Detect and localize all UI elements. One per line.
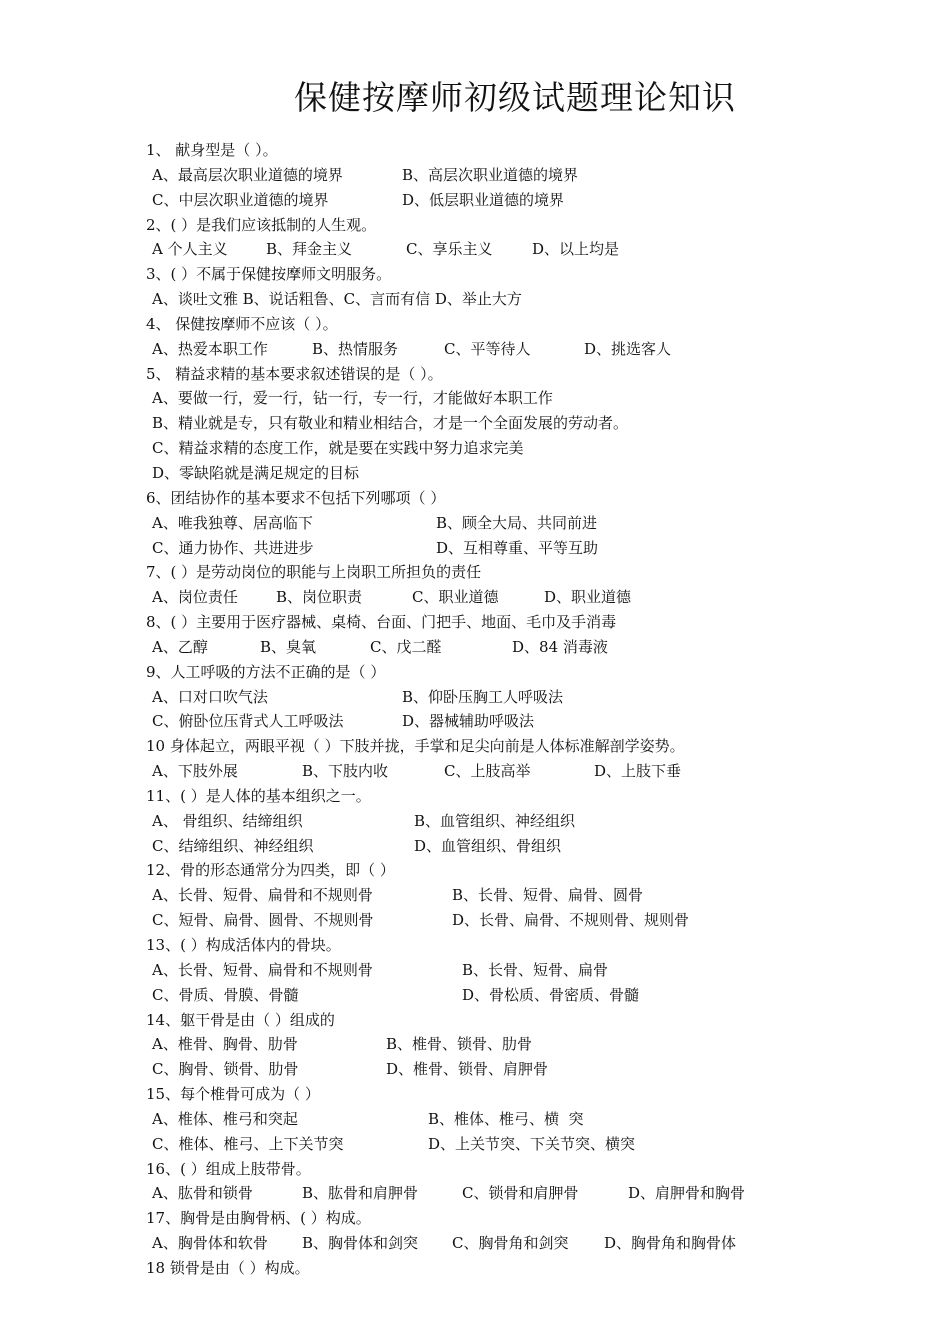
- answer-options-row: [146, 337, 936, 362]
- answer-options-row: [146, 1181, 936, 1206]
- answer-options-row: [146, 958, 936, 983]
- question-stem: 8、( ）主要用于医疗器械、桌椅、台面、门把手、地面、毛巾及手消毒: [146, 613, 617, 632]
- answer-option: B、胸骨体和剑突: [302, 1234, 419, 1253]
- answer-option: A、胸骨体和软骨: [152, 1234, 268, 1253]
- answer-option: D、低层职业道德的境界: [402, 190, 565, 209]
- answer-options-row: [146, 237, 936, 262]
- answer-option: C、享乐主义: [406, 240, 493, 259]
- answer-option: C、锁骨和肩胛骨: [462, 1184, 579, 1203]
- question-stem: 5、 精益求精的基本要求叙述错误的是（ ）。: [146, 364, 443, 383]
- answer-option: B、下肢内收: [302, 762, 389, 781]
- answer-option: A、最高层次职业道德的境界: [152, 165, 343, 184]
- question-stem: 2、( ）是我们应该抵制的人生观。: [146, 215, 377, 234]
- answer-options-row: [146, 188, 936, 213]
- answer-options-row: [146, 287, 936, 312]
- answer-option: D、84 消毒液: [512, 637, 608, 656]
- answer-option: B、顾全大局、共同前进: [436, 513, 598, 532]
- answer-option: B、精业就是专，只有敬业和精业相结合，才是一个全面发展的劳动者。: [152, 414, 629, 433]
- answer-option: A、椎体、椎弓和突起: [152, 1109, 298, 1128]
- answer-option: D、肩胛骨和胸骨: [628, 1184, 746, 1203]
- answer-options-row: [146, 386, 936, 411]
- answer-options-row: [146, 1032, 936, 1057]
- answer-option: C、通力协作、共进进步: [152, 538, 314, 557]
- answer-options-row: [146, 163, 936, 188]
- question-stem: 3、( ）不属于保健按摩师文明服务。: [146, 265, 392, 284]
- answer-option: B、热情服务: [312, 339, 399, 358]
- answer-option: D、器械辅助呼吸法: [402, 712, 535, 731]
- answer-option: A、要做一行，爱一行，钻一行，专一行，才能做好本职工作: [152, 389, 553, 408]
- answer-option: C、上肢高举: [444, 762, 531, 781]
- question-stem: 11、( ）是人体的基本组织之一。: [146, 786, 371, 805]
- answer-option: C、胸骨、锁骨、肋骨: [152, 1060, 299, 1079]
- answer-option: A、口对口吹气法: [152, 687, 268, 706]
- answer-option: D、职业道德: [544, 588, 632, 607]
- answer-option: D、上关节突、下关节突、横突: [428, 1134, 636, 1153]
- question-stem: 12、骨的形态通常分为四类，即（ ）: [146, 861, 395, 880]
- answer-option: C、戊二醛: [370, 637, 442, 656]
- answer-option: A 个人主义: [152, 240, 228, 259]
- answer-options-row: [146, 1231, 936, 1256]
- answer-option: C、精益求精的态度工作，就是要在实践中努力追求完美: [152, 439, 524, 458]
- answer-option: C、俯卧位压背式人工呼吸法: [152, 712, 344, 731]
- answer-option: B、臭氧: [260, 637, 317, 656]
- answer-option: A、唯我独尊、居高临下: [152, 513, 313, 532]
- question-stem: 16、( ）组成上肢带骨。: [146, 1159, 311, 1178]
- answer-options-row: [146, 1107, 936, 1132]
- answer-option: C、胸骨角和剑突: [452, 1234, 569, 1253]
- question-stem: 10 身体起立，两眼平视（ ）下肢并拢，手掌和足尖向前是人体标准解剖学姿势。: [146, 737, 685, 756]
- question-stem: 14、躯干骨是由（ ）组成的: [146, 1010, 335, 1029]
- answer-option: A、长骨、短骨、扁骨和不规则骨: [152, 886, 373, 905]
- answer-option: A、热爱本职工作: [152, 339, 268, 358]
- answer-option: C、椎体、椎弓、上下关节突: [152, 1134, 344, 1153]
- answer-options-row: [146, 883, 936, 908]
- answer-option: B、椎骨、锁骨、肋骨: [386, 1035, 533, 1054]
- answer-option: C、骨质、骨膜、骨髓: [152, 985, 299, 1004]
- answer-option: B、血管组织、神经组织: [414, 811, 576, 830]
- answer-options-row: [146, 436, 936, 461]
- question-stem: 17、胸骨是由胸骨柄、( ）构成。: [146, 1209, 371, 1228]
- answer-option: C、职业道德: [412, 588, 499, 607]
- answer-options-row: [146, 759, 936, 784]
- answer-option: D、以上均是: [532, 240, 620, 259]
- answer-option: D、上肢下垂: [594, 762, 682, 781]
- answer-option: B、肱骨和肩胛骨: [302, 1184, 419, 1203]
- answer-option: A、谈吐文雅 B、说话粗鲁、C、言而有信 D、举止大方: [152, 290, 522, 309]
- answer-options-row: [146, 1057, 936, 1082]
- answer-options-row: [146, 461, 936, 486]
- answer-options-row: [146, 834, 936, 859]
- answer-option: A、下肢外展: [152, 762, 238, 781]
- answer-options-row: [146, 685, 936, 710]
- answer-option: D、血管组织、骨组织: [414, 836, 562, 855]
- answer-options-row: [146, 709, 936, 734]
- question-stem: 13、( ）构成活体内的骨块。: [146, 936, 341, 954]
- answer-option: D、椎骨、锁骨、肩胛骨: [386, 1060, 549, 1079]
- answer-options-row: [146, 635, 936, 660]
- answer-option: D、胸骨角和胸骨体: [604, 1234, 737, 1253]
- answer-options-row: [146, 1132, 936, 1157]
- answer-options-row: [146, 908, 936, 933]
- answer-option: A、岗位责任: [152, 588, 238, 607]
- answer-option: D、长骨、扁骨、不规则骨、规则骨: [452, 911, 690, 930]
- answer-option: B、椎体、椎弓、横 突: [428, 1109, 584, 1128]
- answer-option: C、平等待人: [444, 339, 531, 358]
- answer-option: A、乙醇: [152, 637, 208, 656]
- answer-option: D、挑选客人: [584, 339, 672, 358]
- answer-option: A、椎骨、胸骨、肋骨: [152, 1035, 298, 1054]
- answer-option: B、长骨、短骨、扁骨、圆骨: [452, 886, 644, 905]
- question-stem: 9、人工呼吸的方法不正确的是（ ）: [146, 662, 386, 681]
- answer-options-row: [146, 809, 936, 834]
- answer-option: A、长骨、短骨、扁骨和不规则骨: [152, 960, 373, 979]
- answer-options-row: [146, 983, 936, 1008]
- question-stem: 1、 献身型是（ ）。: [146, 141, 278, 159]
- answer-options-row: [146, 511, 936, 536]
- answer-option: B、高层次职业道德的境界: [402, 165, 579, 184]
- answer-option: A、肱骨和锁骨: [152, 1184, 253, 1203]
- answer-option: C、结缔组织、神经组织: [152, 836, 314, 855]
- document-title: 保健按摩师初级试题理论知识: [294, 78, 736, 117]
- answer-option: A、 骨组织、结缔组织: [152, 811, 303, 830]
- answer-option: D、互相尊重、平等互助: [436, 538, 599, 557]
- question-stem: 15、每个椎骨可成为（ ）: [146, 1085, 320, 1104]
- question-stem: 7、( ）是劳动岗位的职能与上岗职工所担负的责任: [146, 563, 482, 582]
- question-stem: 6、团结协作的基本要求不包括下列哪项（ ）: [146, 488, 446, 507]
- question-stem: 4、 保健按摩师不应该（ ）。: [146, 314, 338, 333]
- answer-option: B、仰卧压胸工人呼吸法: [402, 687, 564, 706]
- answer-option: B、拜金主义: [266, 240, 353, 259]
- answer-options-row: [146, 536, 936, 561]
- answer-option: B、岗位职责: [276, 588, 363, 607]
- answer-option: B、长骨、短骨、扁骨: [462, 960, 609, 979]
- answer-option: D、零缺陷就是满足规定的目标: [152, 463, 360, 482]
- answer-options-row: [146, 585, 936, 610]
- answer-options-row: [146, 411, 936, 436]
- question-list: [146, 138, 936, 1281]
- answer-option: C、中层次职业道德的境界: [152, 190, 329, 209]
- question-stem: 18 锁骨是由（ ）构成。: [146, 1258, 310, 1277]
- answer-option: D、骨松质、骨密质、骨髓: [462, 985, 640, 1004]
- answer-option: C、短骨、扁骨、圆骨、不规则骨: [152, 911, 374, 930]
